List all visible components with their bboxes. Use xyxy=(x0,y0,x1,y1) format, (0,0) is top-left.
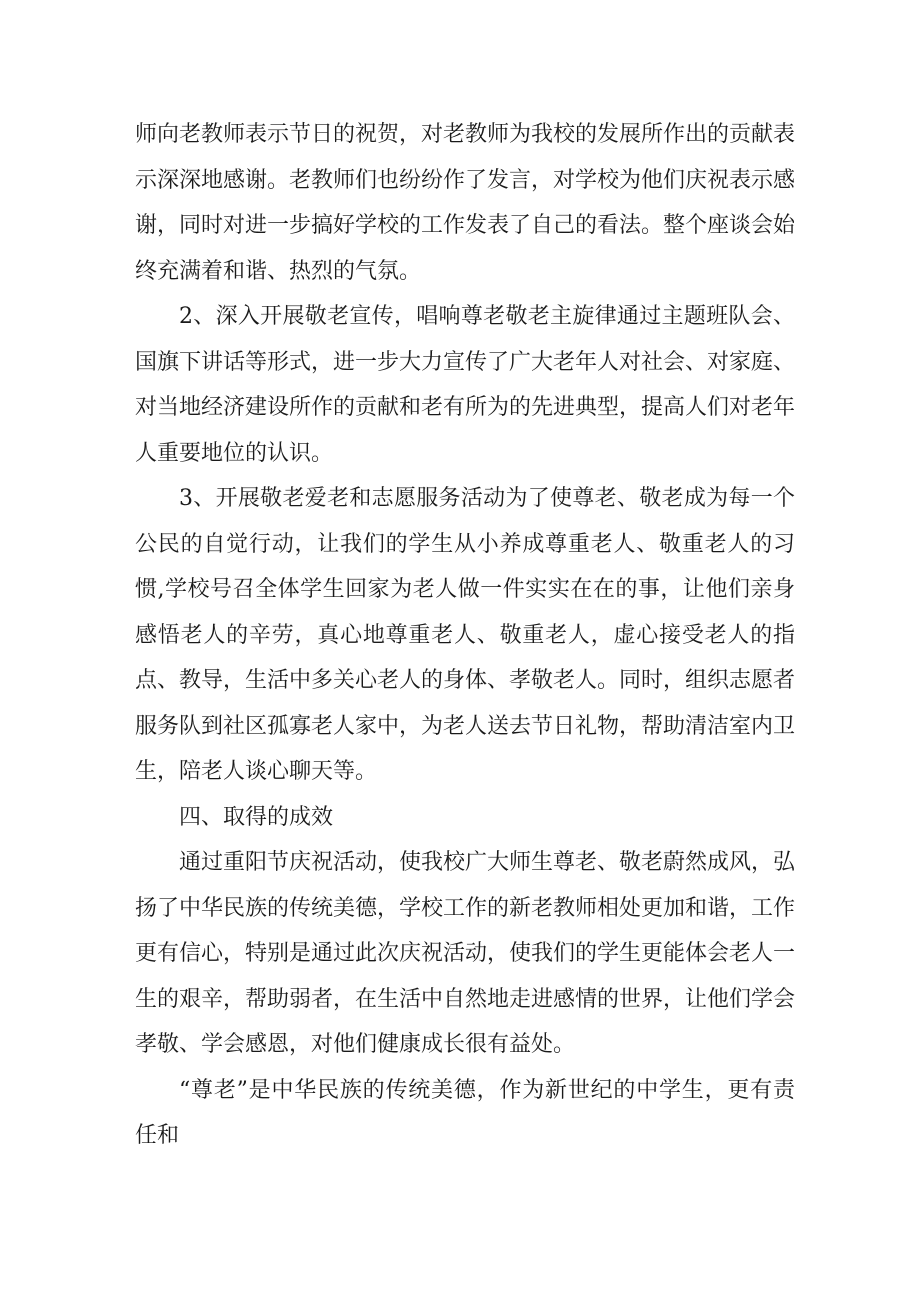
section-heading-results: 四、取得的成效 xyxy=(179,804,334,830)
paragraph-respect-propaganda: 2、深入开展敬老宣传，唱响尊老敬老主旋律通过主题班队会、国旗下讲话等形式，进一步大力宣传了广大老年人对社会、对家庭、对当地经济建设所作的贡献和老有所为的先进典型，提高人们对老年人重要地位的认识。 xyxy=(135,304,796,466)
paragraph-volunteer-service: 3、开展敬老爱老和志愿服务活动为了使尊老、敬老成为每一个公民的自觉行动，让我们的学生从小养成尊重老人、敬重老人的习惯,学校号召全体学生回家为老人做一件实实在在的事，让他们亲身感悟老人的辛劳，真心地尊重老人、敬重老人，虚心接受老人的指点、教导，生活中多关心老人的身体、孝敬老人。同时，组织志愿者服务队到社区孤寡老人家中，为老人送去节日礼物，帮助清洁室内卫生，陪老人谈心聊天等。 xyxy=(135,486,796,784)
paragraph-teacher-celebration: 师向老教师表示节日的祝贺，对老教师为我校的发展所作出的贡献表示深深地感谢。老教师们也纷纷作了发言，对学校为他们庆祝表示感谢，同时对进一步搞好学校的工作发表了自己的看法。整个座谈会始终充满着和谐、热烈的气氛。 xyxy=(135,122,796,284)
document-body xyxy=(135,112,795,1159)
paragraph-results: 通过重阳节庆祝活动，使我校广大师生尊老、敬老蔚然成风，弘扬了中华民族的传统美德，学校工作的新老教师相处更加和谐，工作更有信心，特别是通过此次庆祝活动，使我们的学生更能体会老人一生的艰辛，帮助弱者，在生活中自然地走进感情的世界，让他们学会孝敬、学会感恩，对他们健康成长很有益处。 xyxy=(135,850,796,1057)
paragraph-closing: “尊老”是中华民族的传统美德，作为新世纪的中学生，更有责任和 xyxy=(135,1077,795,1148)
